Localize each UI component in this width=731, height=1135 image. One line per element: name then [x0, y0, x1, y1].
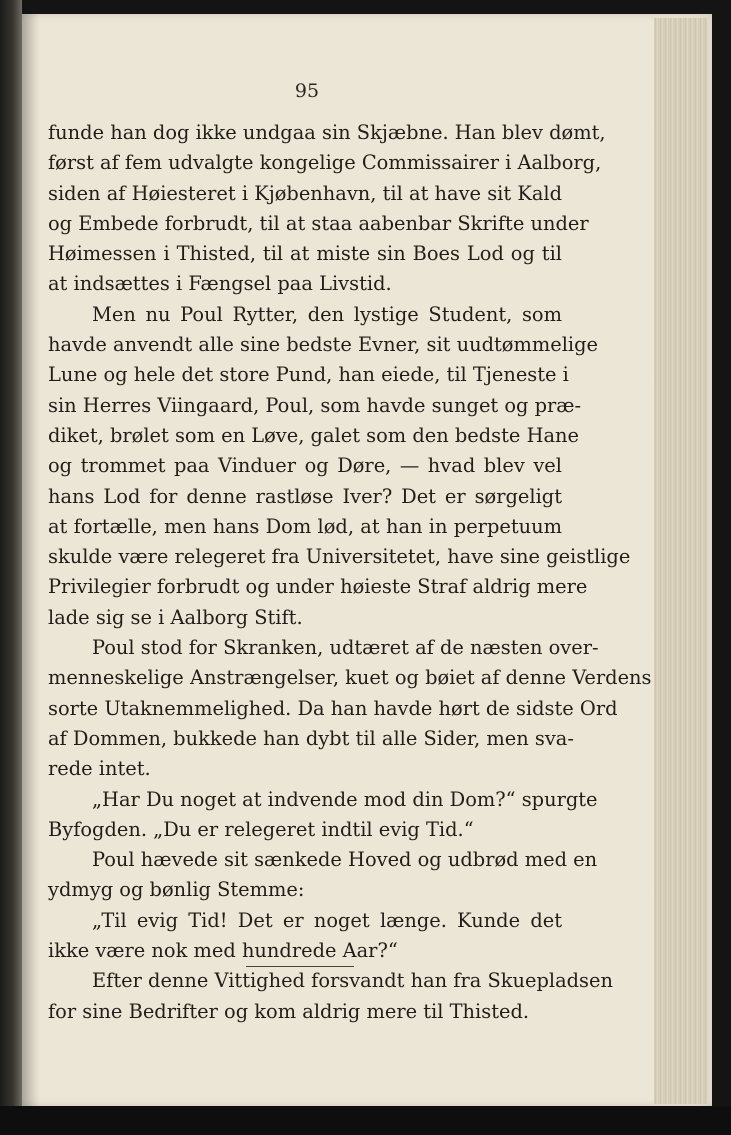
text-line: Poul stod for Skranken, udtæret af de næsten over-	[92, 636, 599, 660]
text-line: Poul hævede sit sænkede Hoved og udbrød med en	[92, 848, 598, 872]
text-line: „Til evig Tid! Det er noget længe. Kunde det	[92, 908, 562, 932]
text-line: skulde være relegeret fra Universitetet, have sine geistlige	[48, 545, 631, 569]
text-line: sin Herres Viingaard, Poul, som havde sunget og præ-	[48, 393, 582, 417]
text-line: og trommet paa Vinduer og Døre, — hvad blev vel	[48, 454, 562, 478]
text-line: Efter denne Vittighed forsvandt han fra Skuepladsen	[92, 969, 613, 993]
text-line: diket, brølet som en Løve, galet som den bedste Hane	[48, 423, 579, 447]
background-surface	[0, 1106, 731, 1135]
text-line: og Embede forbrudt, til at staa aabenbar Skrifte under	[48, 211, 589, 235]
text-line: Lune og hele det store Pund, han eiede, til Tjeneste i	[48, 363, 569, 387]
text-line: Privilegier forbrudt og under høieste Straf aldrig mere	[48, 575, 588, 599]
text-line: menneskelige Anstrængelser, kuet og bøiet af denne Verdens	[48, 666, 652, 690]
page-number: 95	[294, 80, 320, 102]
text-line: lade sig se i Aalborg Stift.	[48, 605, 303, 629]
text-line: at indsættes i Fængsel paa Livstid.	[48, 272, 392, 296]
text-line: „Har Du noget at indvende mod din Dom?“ spurgte	[92, 787, 598, 811]
text-line: Byfogden. „Du er relegeret indtil evig Tid.“	[48, 817, 474, 841]
text-line: af Dommen, bukkede han dybt til alle Sider, men sva-	[48, 726, 574, 750]
text-line: Høimessen i Thisted, til at miste sin Boes Lod og til	[48, 242, 562, 266]
page-edges-stack	[654, 18, 708, 1104]
text-line: at fortælle, men hans Dom lød, at han in perpetuum	[48, 514, 562, 538]
text-line: rede intet.	[48, 757, 151, 781]
text-line: funde han dog ikke undgaa sin Skjæbne. Han blev dømt,	[48, 121, 606, 144]
gutter-shadow	[22, 14, 40, 1106]
text-line: først af fem udvalgte kongelige Commissairer i Aalborg,	[48, 151, 602, 175]
body-text	[48, 118, 652, 1027]
text-line: siden af Høiesteret i Kjøbenhavn, til at have sit Kald	[48, 181, 562, 205]
text-line: for sine Bedrifter og kom aldrig mere til Thisted.	[48, 999, 530, 1023]
text-line: ydmyg og bønlig Stemme:	[48, 878, 305, 902]
section-end-rule	[246, 966, 354, 967]
text-line: havde anvendt alle sine bedste Evner, sit uudtømmelige	[48, 333, 598, 357]
text-line: ikke være nok med hundrede Aar?“	[48, 939, 398, 963]
book-spine-edge	[0, 0, 22, 1135]
text-line: Men nu Poul Rytter, den lystige Student, som	[92, 302, 562, 326]
text-line: hans Lod for denne rastløse Iver? Det er sørgeligt	[48, 484, 562, 508]
text-line: sorte Utaknemmelighed. Da han havde hørt de sidste Ord	[48, 696, 618, 720]
